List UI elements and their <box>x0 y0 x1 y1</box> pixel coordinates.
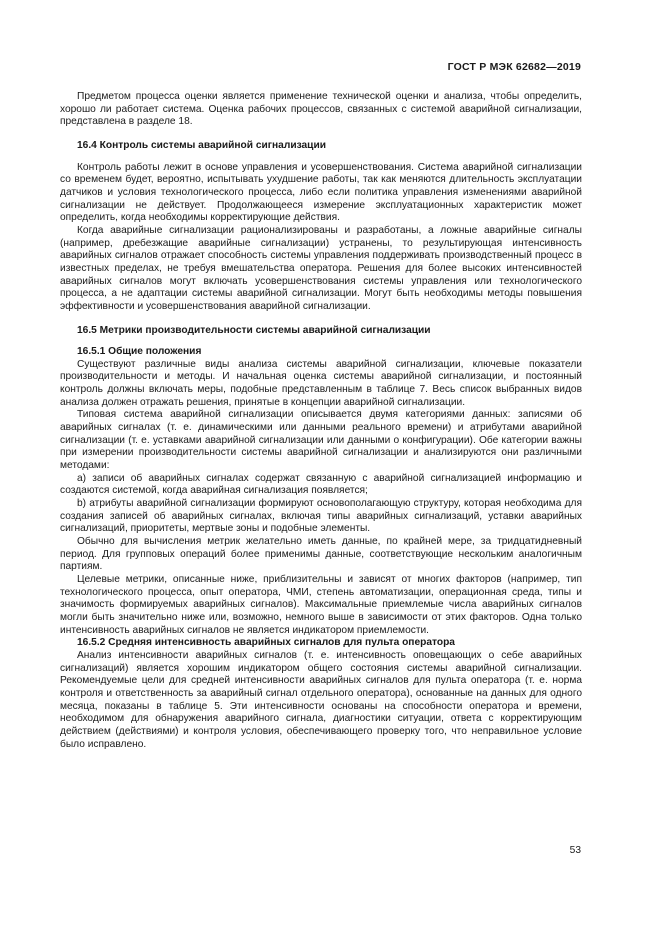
paragraph: Анализ интенсивности аварийных сигналов (т. е. интенсивность оповещающих о себе аварийных сигнализаций) является хорошим индикатором общего состояния системы аварийной сигнализации. Рекомендуемые цели для средней интенсивности аварийных сигналов для пульта оператора (т. е. норма контроля и ответственность за аварийный сигнал отдельного оператора), основанные на данных для одного месяца, показаны в таблице 5. Эти интенсивности основаны на способности оператора и времени, необходимом для обнаружения аварийного сигнала, диагностики ситуации, ответа с корректирующим действием (действиями) и контроля условия, обеспечивающего проверку того, что неправильное условие было исправлено. <box>60 649 582 750</box>
paragraph: Обычно для вычисления метрик желательно иметь данные, по крайней мере, за тридцатидневный период. Для групповых операций более применимы данные, соответствующие нескольким аналогичным партиям. <box>60 536 582 573</box>
subsection-heading-16-5-1: 16.5.1 Общие положения <box>77 346 202 358</box>
page-number: 53 <box>569 845 581 856</box>
paragraph: Когда аварийные сигнализации рационализированы и разработаны, а ложные аварийные сигналы (например, дребезжащие аварийные сигнализации) устранены, то результирующая интенсивность аварийных сигналов отражает способность системы управления поддерживать производственный процесс в известных пределах, не требуя вмешательства оператора. Решения для более высоких интенсивностей аварийных сигналов могут включать усовершенствования системы управления или технологического процесса, а не адаптации системы аварийной сигнализации. Могут быть необходимы методы повышения эффективности и усовершенствования аварийной сигнализации. <box>60 224 582 312</box>
paragraph: Контроль работы лежит в основе управления и усовершенствования. Система аварийной сигнализации со временем будет, вероятно, испытывать ухудшение работы, так как меняются длительность эксплуатации датчиков и условия технологического процесса, либо если политика управления изменениями аварийной сигнализации не действует. Продолжающееся измерение эксплуатационных характеристик может определить, когда необходимы корректирующие действия. <box>60 161 582 224</box>
page-body <box>60 91 582 751</box>
section-heading-16-5: 16.5 Метрики производительности системы аварийной сигнализации <box>77 324 431 336</box>
paragraph: Целевые метрики, описанные ниже, приблизительны и зависят от многих факторов (например, тип технологического процесса, опыт оператора, ЧМИ, степень автоматизации, операционная среда, типы и значимость формируемых аварийных сигналов). Максимальные приемлемые числа аварийных сигналов могли быть значительно ниже или, возможно, немного выше в зависимости от этих факторов. Одна только интенсивность аварийных сигналов не является индикатором приемлемости. <box>60 573 582 636</box>
paragraph: Типовая система аварийной сигнализации описывается двумя категориями данных: записями об аварийных сигналах (т. е. динамическими или данными реального времени) и атрибутами аварийной сигнализации (т. е. уставками аварийной сигнализации или данными о конфигурации). Обе категории важны при измерении производительности системы аварийной сигнализации и анализируются они различными методами: <box>60 409 582 472</box>
standard-designation: ГОСТ Р МЭК 62682—2019 <box>447 61 581 73</box>
paragraph: Существуют различные виды анализа системы аварийной сигнализации, ключевые показатели производительности и методы. И начальная оценка системы аварийной сигнализации, и постоянный контроль должны включать меры, подобные представленным в таблице 7. Весь список выбранных видов анализа должен отражать решения, принятые в концепции аварийной сигнализации. <box>60 358 582 408</box>
intro-paragraph: Предметом процесса оценки является применение технической оценки и анализа, чтобы определить, хорошо ли работает система. Оценка рабочих процессов, связанных с системой аварийной сигнализации, представлена в разделе 18. <box>60 91 582 128</box>
subsection-heading-16-5-2: 16.5.2 Средняя интенсивность аварийных сигналов для пульта оператора <box>77 637 455 649</box>
list-item-b: b) атрибуты аварийной сигнализации формируют основополагающую структуру, которая необходима для создания записей об аварийных сигналах, включая типы аварийных сигнализаций, уставки аварийных сигнализаций, приоритеты, мертвые зоны и подобные элементы. <box>60 498 582 535</box>
list-item-a: а) записи об аварийных сигналах содержат связанную с аварийной сигнализацией информацию и создаются системой, когда аварийная сигнализация появляется; <box>60 472 582 497</box>
section-heading-16-4: 16.4 Контроль системы аварийной сигнализации <box>77 139 326 151</box>
